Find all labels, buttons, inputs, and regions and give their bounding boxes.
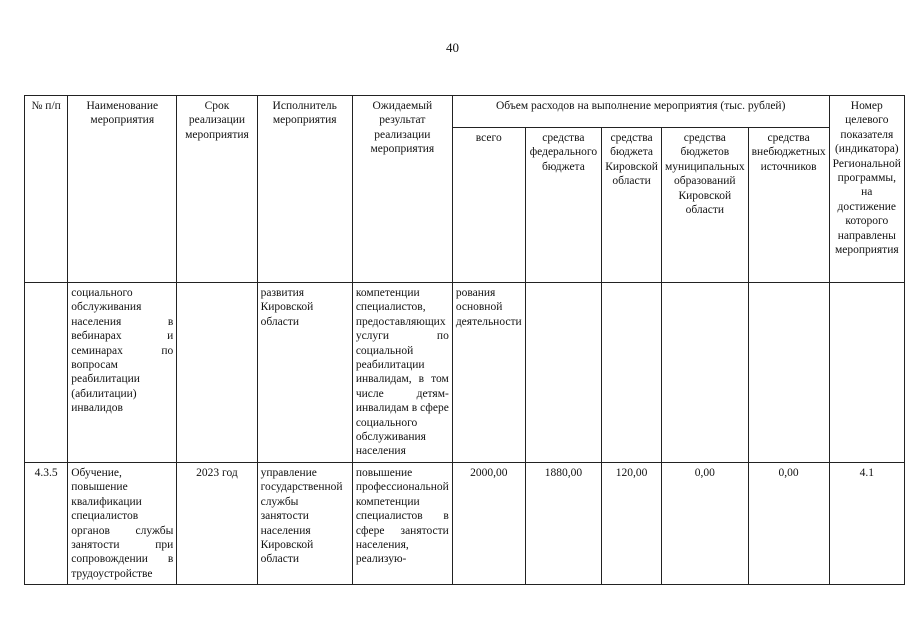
row-extrabudget <box>748 283 829 463</box>
row-term <box>177 283 257 463</box>
header-result: Ожидаемый результат реализации мероприятия <box>352 96 452 283</box>
row-name: Обучение, повышение квалификации специалистов органов службы занятости при сопровождении в трудоустройстве <box>68 463 177 585</box>
header-name: Наименование мероприятия <box>68 96 177 283</box>
row-result: повышение профессиональной компетенции специалистов в сфере занятости населения, реализую- <box>352 463 452 585</box>
header-term: Срок реализации мероприятия <box>177 96 257 283</box>
header-federal: средства федерального бюджета <box>525 128 601 283</box>
row-term: 2023 год <box>177 463 257 585</box>
row-executor: управление государственной службы занятости населения Кировской области <box>257 463 352 585</box>
row-num: 4.3.5 <box>25 463 68 585</box>
row-indicator <box>829 283 904 463</box>
row-regional: 120,00 <box>602 463 662 585</box>
row-extrabudget: 0,00 <box>748 463 829 585</box>
activities-table <box>24 95 905 585</box>
row-total: 2000,00 <box>452 463 525 585</box>
row-federal <box>525 283 601 463</box>
header-row <box>25 96 905 128</box>
header-executor: Исполнитель мероприятия <box>257 96 352 283</box>
header-total: всего <box>452 128 525 283</box>
row-regional <box>602 283 662 463</box>
table-row <box>25 283 905 463</box>
header-num: № п/п <box>25 96 68 283</box>
row-total: рования основной деятельности <box>452 283 525 463</box>
table-row <box>25 463 905 585</box>
header-expenses-group: Объем расходов на выполнение мероприятия (тыс. рублей) <box>452 96 829 128</box>
row-name: социального обслуживания населения в вебинарах и семинарах по вопросам реабилитации (абилитации) инвалидов <box>68 283 177 463</box>
row-executor: развития Кировской области <box>257 283 352 463</box>
header-indicator: Номер целевого показателя (индикатора) Региональной программы, на достижение которого направлены мероприятия <box>829 96 904 283</box>
row-indicator: 4.1 <box>829 463 904 585</box>
row-municipal <box>662 283 749 463</box>
row-result: компетенции специалистов, предоставляющих услуги по социальной реабилитации инвалидам, в том числе детям-инвалидам в сфере социального обслуживания населения <box>352 283 452 463</box>
header-extrabudget: средства внебюджетных источников <box>748 128 829 283</box>
row-federal: 1880,00 <box>525 463 601 585</box>
page-number: 40 <box>446 40 459 55</box>
header-regional: средства бюджета Кировской области <box>602 128 662 283</box>
row-num <box>25 283 68 463</box>
row-municipal: 0,00 <box>662 463 749 585</box>
header-municipal: средства бюджетов муниципальных образований Кировской области <box>662 128 749 283</box>
